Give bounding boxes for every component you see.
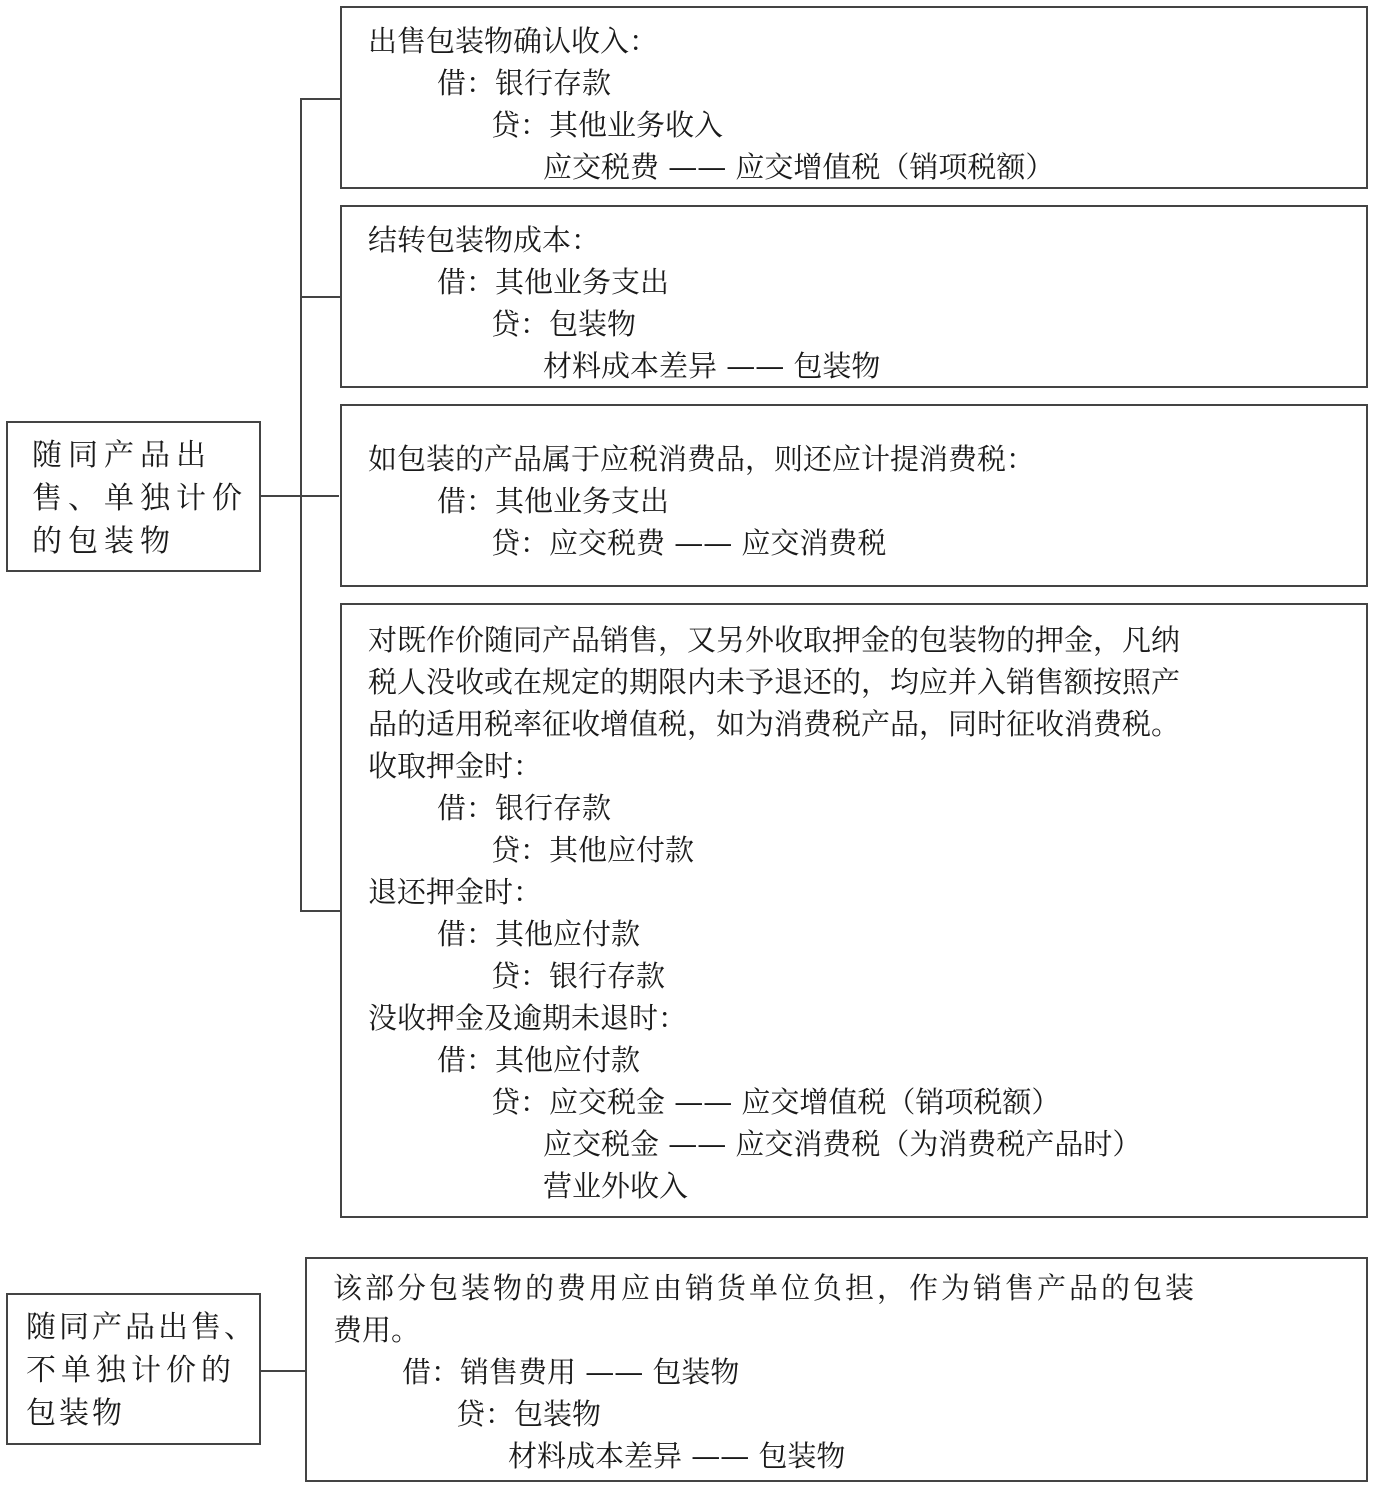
entry-line: 贷：其他应付款: [491, 833, 695, 867]
entry-line: 对既作价随同产品销售，又另外收取押金的包装物的押金，凡纳: [368, 623, 1181, 657]
entry-line: 借：银行存款: [437, 66, 612, 100]
category-label-line: 包装物: [26, 1396, 125, 1431]
bracket-tick: [300, 98, 340, 100]
category-label-line: 的包装物: [32, 524, 176, 559]
entry-line: 贷：银行存款: [491, 959, 666, 993]
connector-horizontal: [261, 1370, 305, 1372]
entry-line: 出售包装物确认收入：: [368, 24, 659, 58]
category-label-line: 随同产品出售、: [26, 1310, 257, 1345]
entry-line: 税人没收或在规定的期限内未予退还的，均应并入销售额按照产: [368, 665, 1181, 699]
entry-box-selling-expense: [305, 1257, 1368, 1482]
entry-box-deposit: [340, 603, 1368, 1218]
entry-line: 借：销售费用 —— 包装物: [402, 1355, 740, 1389]
entry-line: 借：其他业务支出: [437, 265, 670, 299]
entry-line: 贷：应交税费 —— 应交消费税: [491, 526, 887, 560]
entry-line: 贷：包装物: [456, 1397, 602, 1431]
entry-line: 如包装的产品属于应税消费品，则还应计提消费税：: [368, 442, 1036, 476]
entry-line: 贷：应交税金 —— 应交增值税（销项税额）: [491, 1085, 1061, 1119]
entry-line: 品的适用税率征收增值税，如为消费税产品，同时征收消费税。: [368, 707, 1181, 741]
entry-line: 贷：包装物: [491, 307, 637, 341]
entry-line: 借：其他业务支出: [437, 484, 670, 518]
entry-line: 材料成本差异 —— 包装物: [508, 1439, 846, 1473]
entry-line: 贷：其他业务收入: [491, 108, 724, 142]
bracket-vertical: [300, 98, 302, 911]
entry-line: 应交税费 —— 应交增值税（销项税额）: [543, 150, 1055, 184]
entry-box-sale-revenue: [340, 6, 1368, 189]
entry-line: 没收押金及逾期未退时：: [368, 1001, 688, 1035]
category-box-unpriced-packaging: [6, 1293, 261, 1445]
entry-line: 费用。: [333, 1313, 421, 1347]
entry-line: 收取押金时：: [368, 749, 543, 783]
category-label-line: 不单独计价的: [26, 1353, 236, 1388]
entry-line: 该部分包装物的费用应由销货单位负担，作为销售产品的包装: [333, 1271, 1198, 1305]
entry-line: 借：银行存款: [437, 791, 612, 825]
entry-line: 应交税金 —— 应交消费税（为消费税产品时）: [543, 1127, 1142, 1161]
entry-box-cost-transfer: [340, 205, 1368, 388]
entry-line: 营业外收入: [543, 1169, 689, 1203]
category-label-line: 售、单独计价: [32, 481, 248, 516]
bracket-tick: [300, 910, 340, 912]
entry-box-consumption-tax: [340, 404, 1368, 587]
category-box-priced-packaging: [6, 421, 261, 572]
entry-line: 材料成本差异 —— 包装物: [543, 349, 881, 383]
category-label-line: 随同产品出: [32, 438, 212, 473]
entry-line: 退还押金时：: [368, 875, 543, 909]
entry-line: 结转包装物成本：: [368, 223, 601, 257]
entry-line: 借：其他应付款: [437, 1043, 641, 1077]
entry-line: 借：其他应付款: [437, 917, 641, 951]
bracket-tick: [300, 296, 340, 298]
